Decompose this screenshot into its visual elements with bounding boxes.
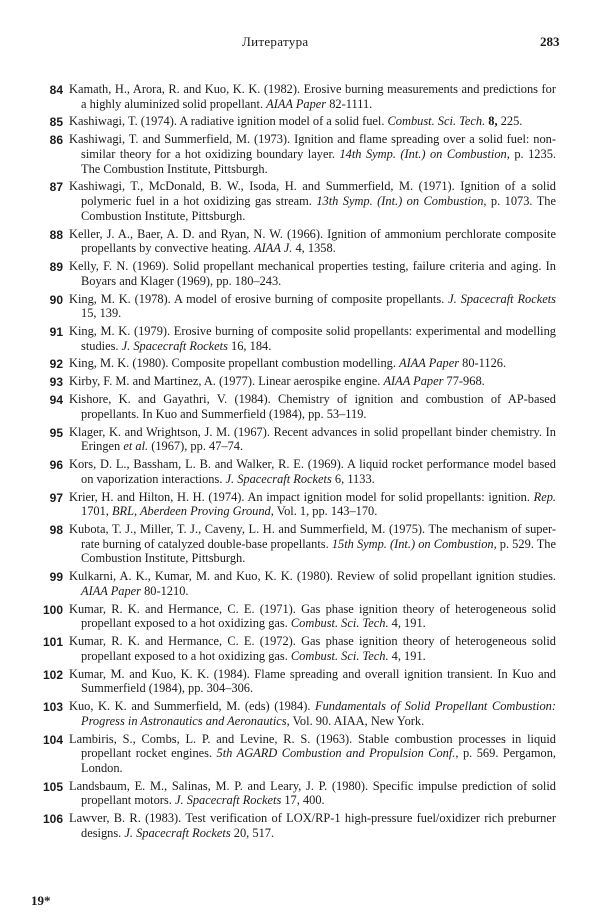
reference-entry xyxy=(0,602,600,631)
reference-text-segment: 17, 400. xyxy=(281,793,325,808)
reference-entry xyxy=(0,811,600,840)
page-number: 283 xyxy=(540,34,560,49)
reference-text-segment: (1967), pp. 47–74. xyxy=(148,439,244,454)
reference-text-segment: Klager, K. and Wrightson, J. M. (1967). Recent advances in solid propellant binder chemistry. In Eringen xyxy=(69,424,556,454)
reference-text-segment: Kishore, K. and Gayathri, V. (1984). Chemistry of ignition and combustion of AP-based propellants. In Kuo and Summerfield (1984), pp. 53–119. xyxy=(69,392,556,421)
reference-text-segment: Kuo, K. K. and Summerfield, M. (eds) (1984). xyxy=(69,699,316,714)
reference-text xyxy=(69,374,556,389)
reference-entry xyxy=(0,732,600,776)
reference-text-segment: King, M. K. (1979). Erosive burning of composite solid propellants: experimental and modelling studies. xyxy=(69,323,556,353)
reference-text-segment: Kashiwagi, T. (1974). A radiative ignition model of a solid fuel. xyxy=(69,114,388,129)
reference-text-segment: Kubota, T. J., Miller, T. J., Caveny, L. H. and Summerfield, M. (1975). The mechanism of super-rate burning of catalyzed double-base propellants. xyxy=(69,522,556,551)
reference-number: 86 xyxy=(49,133,63,148)
reference-text-segment: Kumar, R. K. and Hermance, C. E. (1971). Gas phase ignition theory of heterogeneous solid propellant exposed to a hot oxidizing gas. xyxy=(69,601,556,631)
reference-entry xyxy=(0,425,600,454)
reference-text-segment: 225. xyxy=(497,114,523,129)
reference-text xyxy=(69,392,556,421)
reference-source-italic: Combust. Sci. Tech. xyxy=(387,114,486,129)
reference-source-italic: AIAA Paper xyxy=(383,374,444,389)
reference-entry xyxy=(0,699,600,728)
reference-text-segment: Keller, J. A., Baer, A. D. and Ryan, N. W. (1966). Ignition of ammonium perchlorate composite propellants by convective heating. xyxy=(69,226,556,256)
reference-text-segment: King, M. K. (1980). Composite propellant combustion modelling. xyxy=(69,356,400,371)
printer-signature-mark: 19* xyxy=(31,893,51,908)
reference-text-segment: 16, 184. xyxy=(227,338,272,353)
reference-source-italic: BRL, Aberdeen Proving Ground, xyxy=(111,504,274,519)
reference-number: 84 xyxy=(49,83,63,97)
reference-text xyxy=(69,227,556,256)
reference-entry xyxy=(0,490,600,519)
reference-number: 105 xyxy=(42,779,63,794)
reference-source-italic: J. Spacecraft Rockets xyxy=(174,793,282,808)
running-title: Литература xyxy=(242,34,309,49)
reference-text-segment: Kelly, F. N. (1969). Solid propellant mechanical properties testing, failure criteria and aging. In Boyars and Klager (1969), pp. 180–243. xyxy=(69,259,556,288)
reference-text xyxy=(69,522,556,566)
reference-source-italic: 13th Symp. (Int.) on Combustion, xyxy=(316,194,487,209)
reference-entry xyxy=(0,114,600,129)
reference-text xyxy=(69,179,556,223)
reference-entry xyxy=(0,634,600,663)
reference-text-segment: 80-1126. xyxy=(459,356,507,371)
reference-text-segment: p. 1073. The Combustion Institute, Pittsburgh. xyxy=(81,194,556,223)
reference-source-italic: AIAA Paper xyxy=(81,583,141,598)
reference-number: 89 xyxy=(49,260,63,275)
reference-text xyxy=(69,779,556,808)
reference-text xyxy=(69,132,556,176)
reference-number: 99 xyxy=(49,570,63,585)
reference-source-italic: Rep. xyxy=(533,489,556,504)
reference-text xyxy=(69,82,556,111)
reference-list xyxy=(0,82,600,844)
reference-entry xyxy=(0,374,600,389)
reference-text-segment: Vol. 90. AIAA, New York. xyxy=(289,713,425,728)
reference-text-segment: p. 569. Pergamon, London. xyxy=(81,746,556,775)
reference-text xyxy=(69,356,556,371)
reference-text xyxy=(69,569,556,598)
reference-source-italic: Combust. Sci. Tech. xyxy=(290,616,389,631)
reference-number: 95 xyxy=(49,425,63,440)
reference-entry xyxy=(0,227,600,256)
reference-source-italic: J. Spacecraft Rockets xyxy=(225,471,332,486)
reference-text xyxy=(69,490,556,519)
reference-text-segment: 15, 139. xyxy=(81,306,122,321)
reference-source-italic: AIAA Paper xyxy=(399,356,460,371)
reference-text xyxy=(69,602,556,631)
reference-number: 87 xyxy=(49,180,63,195)
reference-text xyxy=(69,425,556,454)
reference-text-segment: Kors, D. L., Bassham, L. B. and Walker, R. E. (1969). A liquid rocket performance model based on vaporization interactions. xyxy=(69,457,556,486)
reference-text-segment: Kashiwagi, T., McDonald, B. W., Isoda, H. and Summerfield, M. (1971). Ignition of a solid polymeric fuel in a hot oxidizing gas stream. xyxy=(69,179,556,209)
reference-text xyxy=(69,259,556,288)
reference-text xyxy=(69,634,556,663)
reference-source-italic: J. Spacecraft Rockets xyxy=(121,338,228,353)
reference-volume-bold: 8, xyxy=(488,114,498,129)
reference-entry xyxy=(0,667,600,696)
reference-text xyxy=(69,811,556,840)
reference-number: 100 xyxy=(42,602,63,617)
reference-text xyxy=(69,292,556,321)
reference-number: 104 xyxy=(42,732,63,747)
reference-source-italic: Combust. Sci. Tech. xyxy=(290,648,389,663)
reference-entry xyxy=(0,132,600,176)
reference-entry xyxy=(0,569,600,598)
reference-source-italic: et al. xyxy=(123,439,149,454)
reference-text xyxy=(69,324,556,353)
reference-number: 94 xyxy=(49,393,63,408)
reference-source-italic: 5th AGARD Combustion and Propulsion Conf., xyxy=(216,746,459,761)
reference-number: 90 xyxy=(49,292,63,307)
reference-text-segment: p. 529. The Combustion Institute, Pittsburgh. xyxy=(81,536,556,566)
reference-text-segment: Krier, H. and Hilton, H. H. (1974). An impact ignition model for solid propellants: ignition. xyxy=(69,489,534,504)
reference-text-segment: Landsbaum, E. M., Salinas, M. P. and Leary, J. P. (1980). Specific impulse prediction of solid propellant motors. xyxy=(69,778,556,808)
reference-text-segment: Kumar, M. and Kuo, K. K. (1984). Flame spreading and overall ignition transient. In Kuo and Summerfield (1984), pp. 304–306. xyxy=(69,666,556,696)
reference-entry xyxy=(0,82,600,111)
reference-text-segment: Kashiwagi, T. and Summerfield, M. (1973). Ignition and flame spreading over a solid fuel: non-similar theory for a hot oxidizing boundary layer. xyxy=(69,132,556,161)
reference-text-segment: Kamath, H., Arora, R. and Kuo, K. K. (1982). Erosive burning measurements and predictions for a highly aluminized solid propellant. xyxy=(69,82,556,111)
reference-number: 88 xyxy=(49,227,63,242)
reference-text-segment: Vol. 1, pp. 143–170. xyxy=(273,504,378,519)
reference-text-segment: Kumar, R. K. and Hermance, C. E. (1972). Gas phase ignition theory of heterogeneous solid propellant exposed to a hot oxidizing gas. xyxy=(69,634,556,663)
reference-number: 96 xyxy=(49,458,63,473)
reference-entry xyxy=(0,324,600,353)
reference-number: 102 xyxy=(42,667,63,682)
reference-number: 91 xyxy=(49,324,63,339)
reference-text-segment: King, M. K. (1978). A model of erosive burning of composite propellants. xyxy=(69,291,449,306)
reference-text xyxy=(69,667,556,696)
reference-text xyxy=(69,457,556,486)
reference-entry xyxy=(0,259,600,288)
reference-text-segment: 80-1210. xyxy=(141,583,189,598)
reference-source-italic: AIAA J. xyxy=(254,241,293,256)
reference-number: 101 xyxy=(42,635,63,650)
reference-text-segment: 1701, xyxy=(81,504,112,519)
reference-text xyxy=(69,114,556,129)
reference-source-italic: J. Spacecraft Rockets xyxy=(448,291,556,306)
reference-number: 103 xyxy=(42,700,63,715)
reference-number: 92 xyxy=(49,357,63,372)
reference-source-italic: Fundamentals of Solid Propellant Combustion: Progress in Astronautics and Aeronautics, xyxy=(81,699,556,728)
reference-number: 97 xyxy=(49,490,63,505)
reference-entry xyxy=(0,779,600,808)
reference-entry xyxy=(0,179,600,223)
reference-number: 98 xyxy=(49,523,63,538)
reference-number: 93 xyxy=(49,375,63,390)
reference-text-segment: 20, 517. xyxy=(230,825,275,840)
reference-number: 85 xyxy=(49,115,63,130)
reference-text-segment: p. 1235. The Combustion Institute, Pittsburgh. xyxy=(81,146,556,176)
reference-entry xyxy=(0,356,600,371)
reference-text-segment: 4, 1358. xyxy=(292,241,336,256)
reference-text-segment: Kulkarni, A. K., Kumar, M. and Kuo, K. K. (1980). Review of solid propellant ignition studies. xyxy=(69,569,556,584)
reference-text-segment: 4, 191. xyxy=(388,616,426,631)
reference-number: 106 xyxy=(42,812,63,827)
reference-text-segment: Kirby, F. M. and Martinez, A. (1977). Linear aerospike engine. xyxy=(69,374,384,389)
reference-entry xyxy=(0,292,600,321)
reference-entry xyxy=(0,392,600,421)
reference-text xyxy=(69,699,556,728)
reference-text-segment: Lawver, B. R. (1983). Test verification of LOX/RP-1 high-pressure fuel/oxidizer rich preburner designs. xyxy=(69,811,556,840)
reference-text-segment: 6, 1133. xyxy=(331,471,375,486)
reference-source-italic: AIAA Paper xyxy=(266,96,327,111)
reference-source-italic: 15th Symp. (Int.) on Combustion, xyxy=(331,536,497,551)
reference-source-italic: 14th Symp. (Int.) on Combustion, xyxy=(339,146,510,161)
reference-text-segment: Lambiris, S., Combs, L. P. and Levine, R. S. (1963). Stable combustion processes in liquid propellant rocket engines. xyxy=(69,731,556,761)
running-head xyxy=(0,34,600,54)
reference-source-italic: J. Spacecraft Rockets xyxy=(124,825,231,840)
reference-text-segment: 4, 191. xyxy=(388,648,426,663)
reference-entry xyxy=(0,457,600,486)
reference-text xyxy=(69,732,556,776)
reference-entry xyxy=(0,522,600,566)
reference-text-segment: 77-968. xyxy=(443,374,485,389)
reference-text-segment: 82-1111. xyxy=(326,96,373,111)
